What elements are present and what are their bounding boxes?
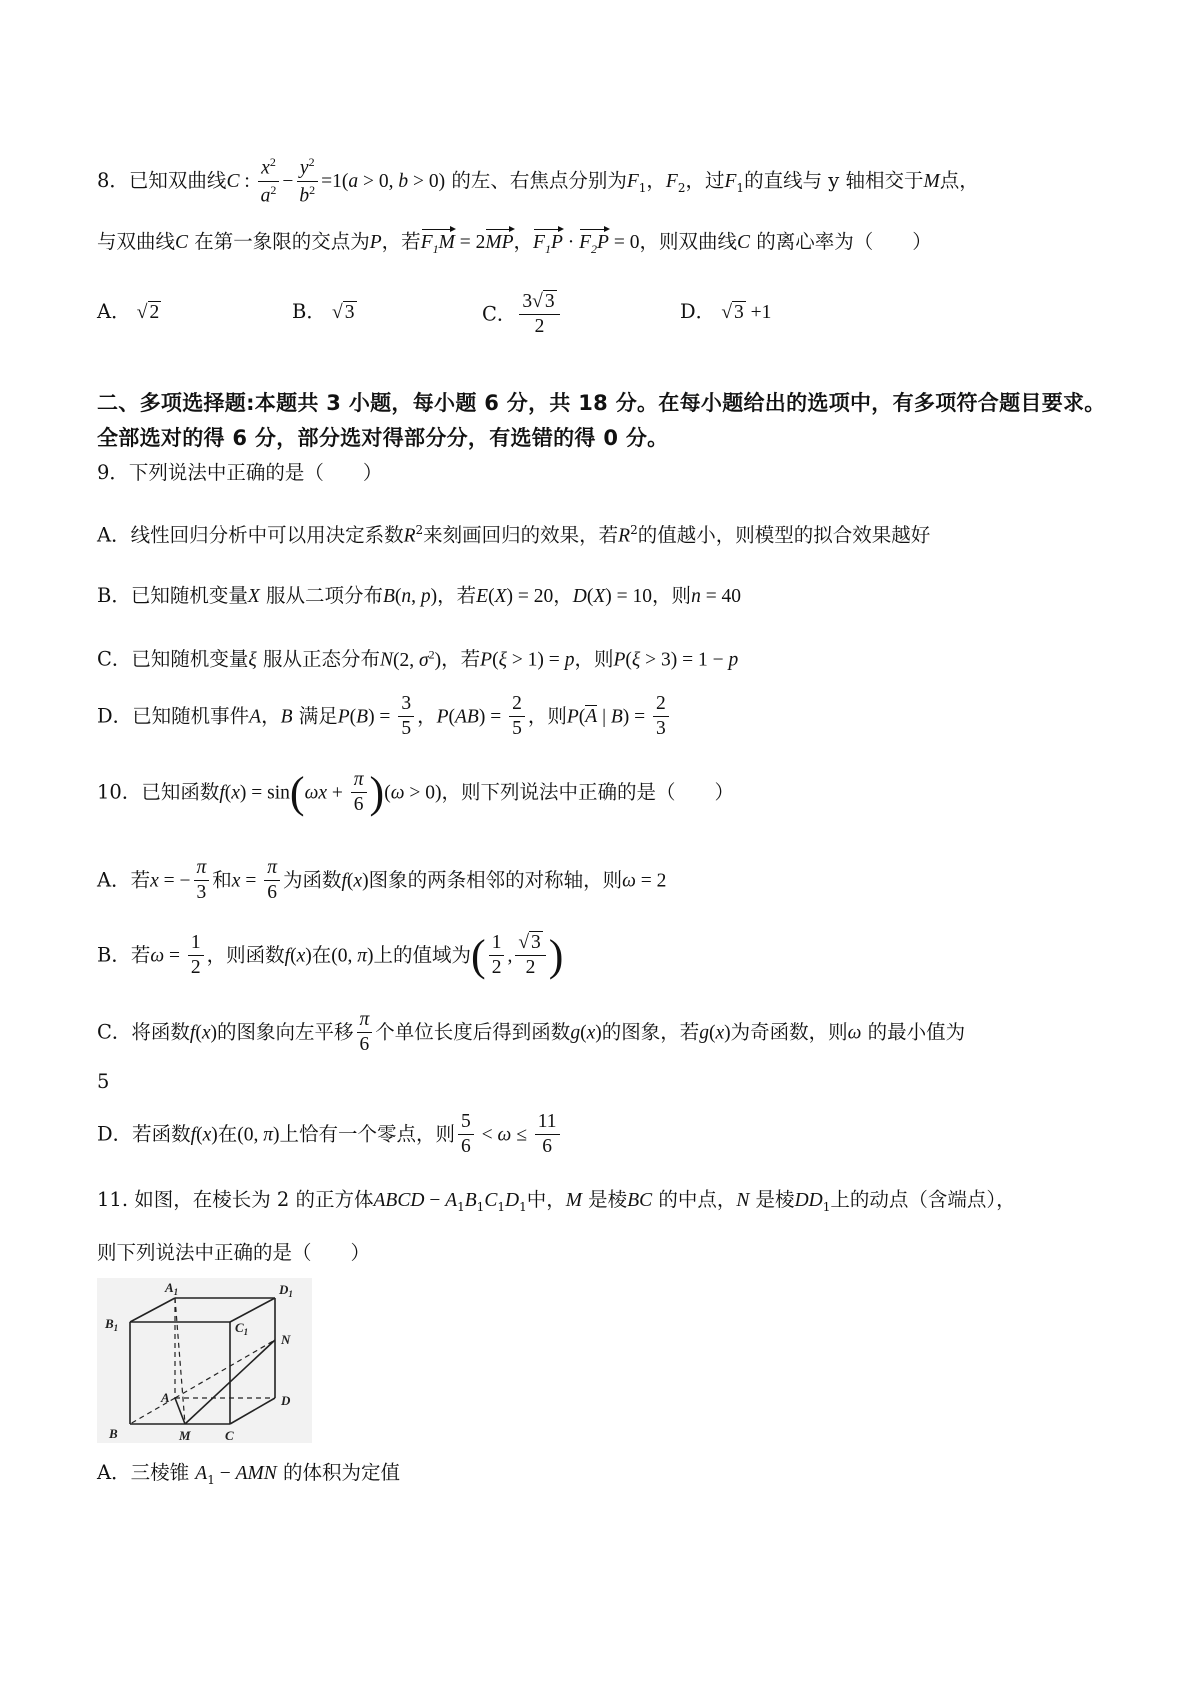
q11-stem-line1: 11. 如图，在棱长为 2 的正方体ABCD − $A_1B_1C_1D_1$中，M 是棱BC 的中点，N 是棱$DD_1$上的动点（含端点）， <box>97 1188 1016 1214</box>
q11-option-a: A．三棱锥 $A_1$ − AMN 的体积为定值 <box>97 1461 400 1487</box>
q10-option-a: A．若x = − $\frac{\pi}{3}$ 和x = $\frac{\pi}{6}$ 为函数f(x)图象的两条相邻的对称轴，则ω = 2 <box>97 857 667 904</box>
label-B: B <box>109 1426 118 1441</box>
q9-stem: 9．下列说法中正确的是（ ） <box>97 461 383 484</box>
q10-option-c: C．将函数f(x)的图象向左平移 $\frac{\pi}{6}$ 个单位长度后得到函数g(x)的图象，若g(x)为奇函数，则ω 的最小值为 <box>97 1009 966 1056</box>
q10-stem: 10．已知函数f(x) = sin(ωx + $\frac{\pi}{6}$ )(ω > 0)，则下列说法中正确的是（ ） <box>97 767 734 817</box>
q9-option-c: C．已知随机变量ξ 服从正态分布N(2, $\sigma^2$)，若P(ξ > 1) = p，则P(ξ > 3) = 1 − p <box>97 647 739 671</box>
q9-option-d: D．已知随机事件A，B 满足P(B) = $\frac{3}{5}$ ，P(AB) = $\frac{2}{5}$ ，则P(A | B) = $\frac{2}{3}$ <box>97 694 672 740</box>
q10-option-c-continued: 5 <box>97 1070 110 1093</box>
label-N: N <box>281 1332 291 1347</box>
q8-option-c: C． $\frac{3√ 3}{2}$ <box>482 292 563 338</box>
label-D1: $D_1$ <box>279 1282 293 1299</box>
cube-figure <box>97 1278 312 1443</box>
q8-option-a: A． √ 2 <box>97 300 160 323</box>
q10-option-d: D．若函数f(x)在(0, π)上恰有一个零点，则 $\frac{5}{6}$ < ω ≤ $\frac{11}{6}$ <box>97 1112 563 1158</box>
q9-option-b: B．已知随机变量X 服从二项分布B(n, p)，若E(X) = 20，D(X) = 10，则n = 40 <box>97 584 742 607</box>
q8-option-d: D． √ 3 +1 <box>680 300 772 323</box>
label-A1: $A_1$ <box>165 1280 179 1297</box>
q8-line2: 与双曲线C 在第一象限的交点为P，若$F_1M = 2MP$，$F_1P \cdot F_2P = 0$，则双曲线C 的离心率为（ ） <box>97 230 932 256</box>
section-multiple-choice-title: 二、多项选择题:本题共 3 小题，每小题 6 分，共 18 分。在每小题给出的选项中，有多项符合题目要求。全部选对的得 6 分，部分选对得部分分，有选错的得 0 分。 <box>97 391 1106 450</box>
q10-option-b: B．若ω = $\frac{1}{2}$ ，则函数f(x)在(0, π)上的值域为( $\frac{1}{2}$ , $\frac{√ 3}{2}$ ) <box>97 930 564 980</box>
label-D: D <box>281 1393 291 1408</box>
label-M: M <box>179 1428 191 1443</box>
label-C1: $C_1$ <box>235 1320 249 1337</box>
q11-stem-line2: 则下列说法中正确的是（ ） <box>97 1241 371 1264</box>
q9-option-a: A．线性回归分析中可以用决定系数$R^2$来刻画回归的效果，若$R^2$的值越小，则模型的拟合效果越好 <box>97 523 931 547</box>
label-A: A <box>161 1390 170 1405</box>
label-C: C <box>225 1428 234 1443</box>
q8-line1: 8．已知双曲线C : $\frac{x^2}{a^2}$ − $\frac{y^2}{b^2}$ =1(a > 0, b > 0) 的左、右焦点分别为$F_1$，$F_2$，过$F_1$的直线与 y 轴相交于M点， <box>97 155 979 207</box>
q8-option-b: B． √ 3 <box>292 300 355 323</box>
label-B1: $B_1$ <box>105 1316 119 1333</box>
